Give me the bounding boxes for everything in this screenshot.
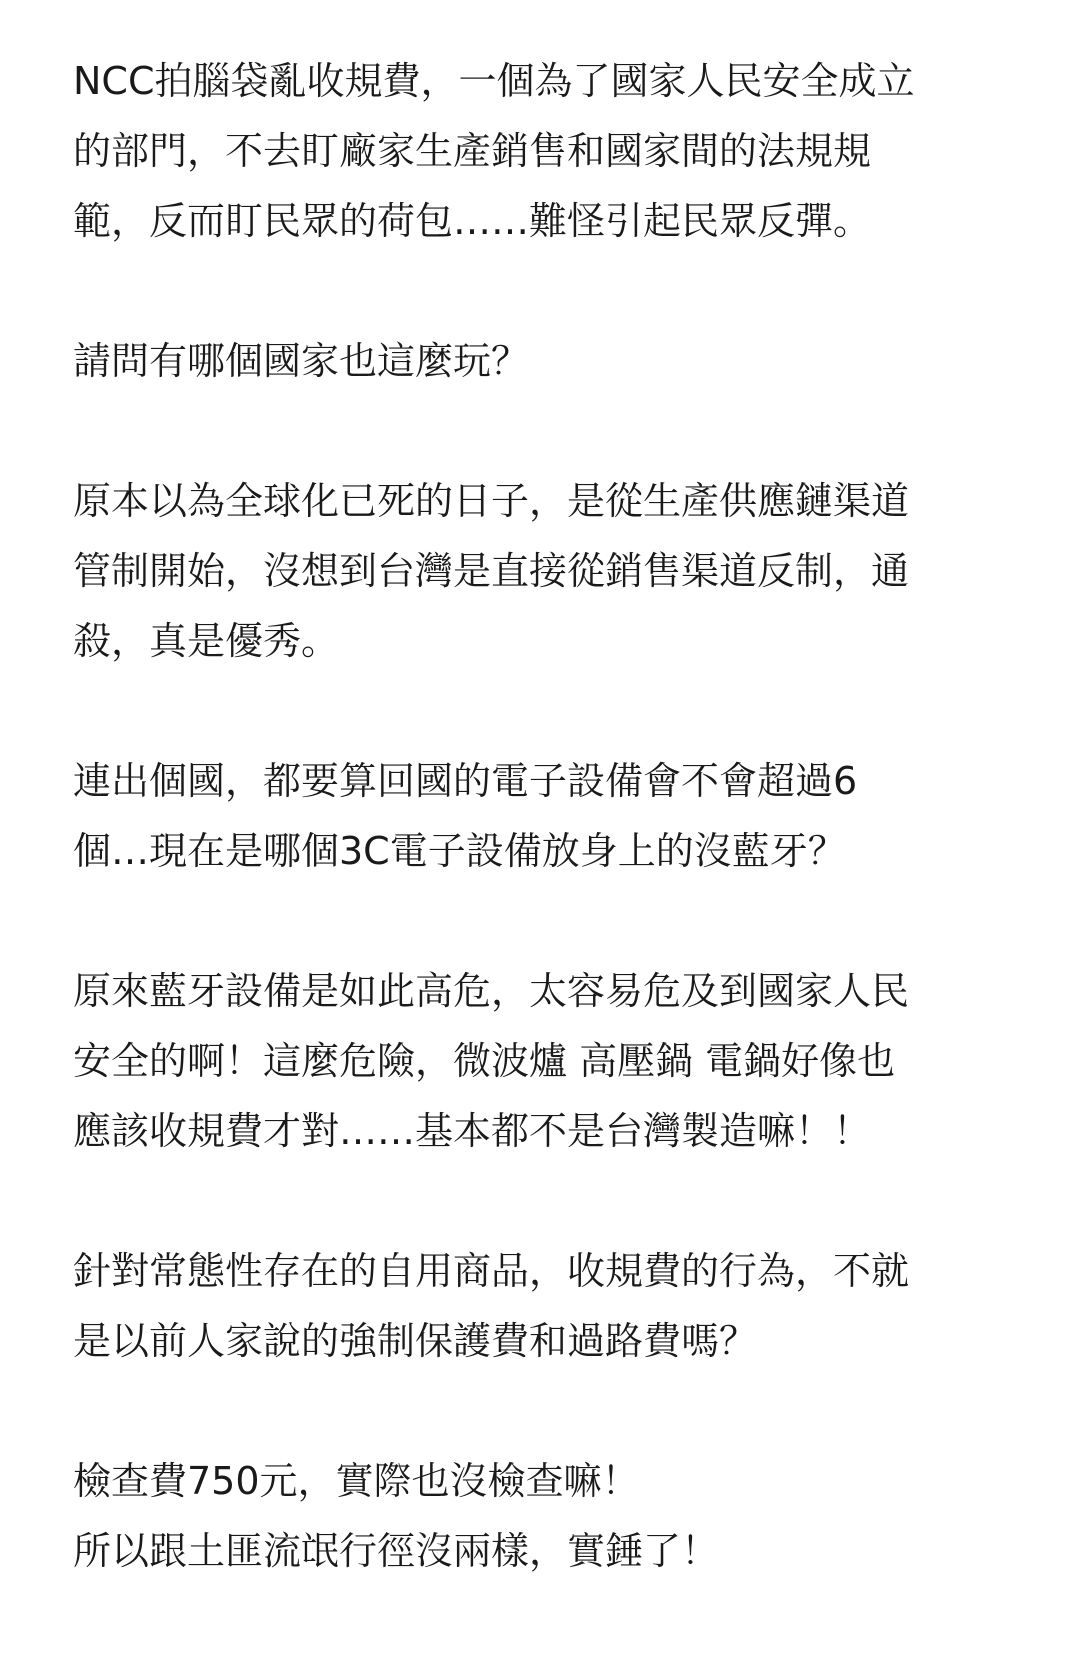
paragraph-line: 範，反而盯民眾的荷包……難怪引起民眾反彈。: [73, 199, 872, 243]
paragraph-line: 針對常態性存在的自用商品，收規費的行為，不就: [73, 1249, 910, 1293]
paragraph-line: NCC拍腦袋亂收規費，一個為了國家人民安全成立: [73, 59, 915, 103]
paragraph-line: 殺，真是優秀。: [73, 619, 340, 663]
paragraph-line: 請問有哪個國家也這麼玩？: [73, 339, 530, 383]
paragraph-2: [73, 326, 1013, 396]
paragraph-line: 檢查費750元，實際也沒檢查嘛！: [73, 1459, 640, 1503]
paragraph-line: 連出個國，都要算回國的電子設備會不會超過6: [73, 759, 858, 803]
paragraph-7: [73, 1446, 1013, 1586]
paragraph-3: [73, 466, 1013, 676]
paragraph-line: 管制開始，沒想到台灣是直接從銷售渠道反制，通: [73, 549, 910, 593]
article-body: [73, 46, 1013, 1586]
paragraph-line: 原本以為全球化已死的日子，是從生產供應鏈渠道: [73, 479, 910, 523]
paragraph-line: 安全的啊！這麼危險，微波爐 高壓鍋 電鍋好像也: [73, 1039, 896, 1083]
paragraph-line: 所以跟土匪流氓行徑沒兩樣，實錘了！: [73, 1529, 720, 1573]
paragraph-line: 個…現在是哪個3C電子設備放身上的沒藍牙？: [73, 829, 846, 873]
paragraph-5: [73, 956, 1013, 1166]
paragraph-line: 是以前人家說的強制保護費和過路費嗎？: [73, 1319, 758, 1363]
paragraph-6: [73, 1236, 1013, 1376]
paragraph-line: 應該收規費才對……基本都不是台灣製造嘛！！: [73, 1109, 872, 1153]
paragraph-1: [73, 46, 1013, 256]
paragraph-4: [73, 746, 1013, 886]
paragraph-line: 原來藍牙設備是如此高危，太容易危及到國家人民: [73, 969, 910, 1013]
paragraph-line: 的部門，不去盯廠家生產銷售和國家間的法規規: [73, 129, 872, 173]
